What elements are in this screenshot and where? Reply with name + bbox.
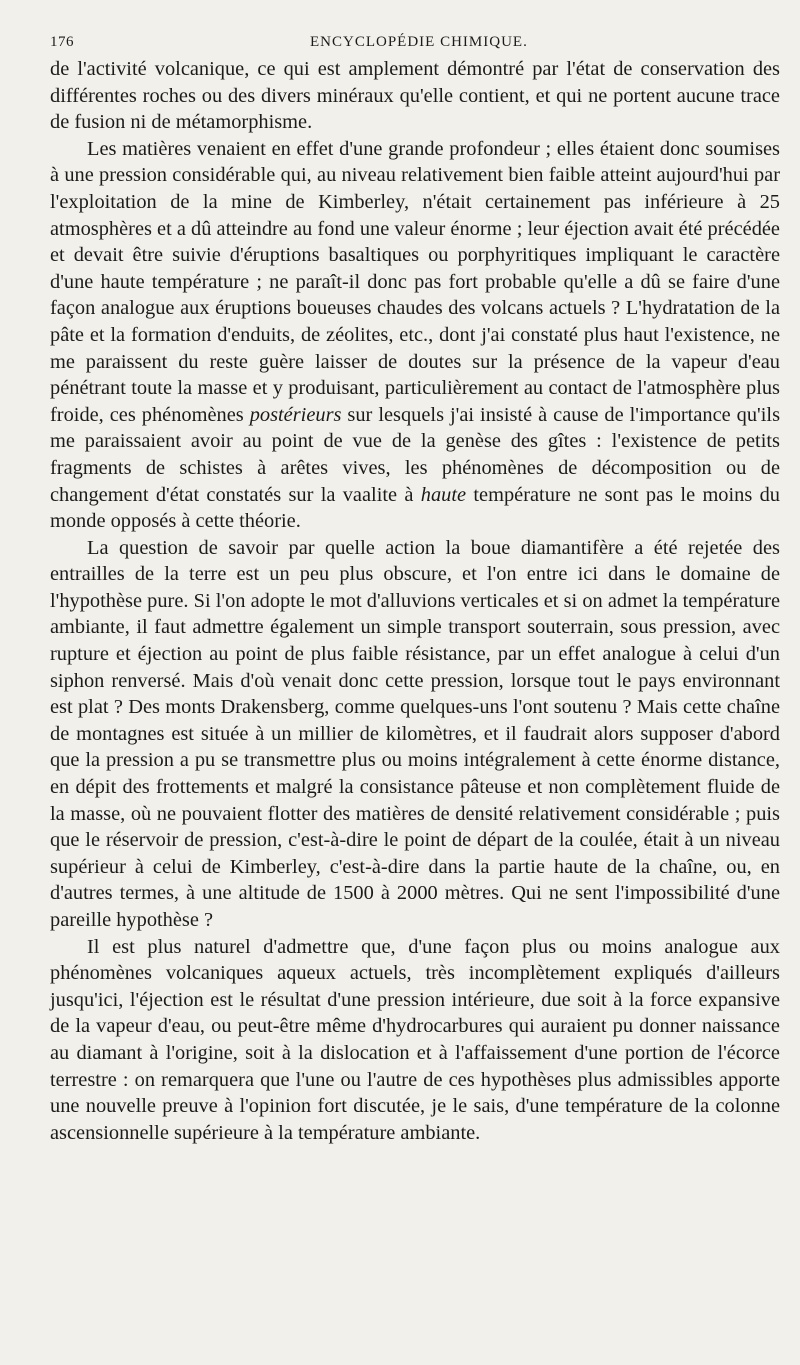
paragraph-continuation: de l'activité volcanique, ce qui est amplement démontré par l'état de conservation des différentes roches ou des divers minéraux qu'elle contient, et qui ne portent aucune trace de fusion ni de métamorphisme. (50, 58, 780, 134)
paragraph-text: sur lesquels j'ai insisté à cause de l'importance qu'ils me paraissaient avoir au point de vue de la genèse des gîtes : l'existence de petits fragments de schistes à arêtes vives, les phénomènes de décomposition ou de changement d'état constatés sur la vaalite à (50, 403, 780, 506)
running-title: ENCYCLOPÉDIE CHIMIQUE. (310, 34, 528, 50)
page-number: 176 (50, 34, 74, 50)
running-header (50, 28, 780, 54)
paragraph-ejection-question: La question de savoir par quelle action la boue diamantifère a été rejetée des entrailles de la terre est un peu plus obscure, et l'on entre ici dans le domaine de l'hypothèse pure. Si l'on adopte le mot d'alluvions verticales et si on admet la température ambiante, il faut admettre également un simple transport souterrain, sous pression, avec rupture et éjection au point de plus faible résistance, par un effet analogue à celui d'un siphon renversé. Mais d'où venait donc cette pression, lorsque tout le pays environnant est plat ? Des monts Drakensberg, comme quelques-uns l'ont soutenu ? Mais cette chaîne de montagnes est située à un millier de kilomètres, et il faudrait alors supposer d'abord que la pression a pu se transmettre plus ou moins intégralement à cette énorme distance, en dépit des frottements et malgré la consistance pâteuse et non complètement fluide de la masse, où ne pouvaient flotter des matières de densité relativement considérable ; puis que le réservoir de pression, c'est-à-dire le point de départ de la coulée, était à un niveau supérieur à celui de Kimberley, c'est-à-dire dans la partie haute de la chaîne, ou, en d'autres termes, à une altitude de 1500 à 2000 mètres. Qui ne sent l'impossibilité d'une pareille hypothèse ? (50, 536, 780, 931)
paragraph-conclusion: Il est plus naturel d'admettre que, d'une façon plus ou moins analogue aux phénomènes volcaniques aqueux actuels, très incomplètement expliqués d'ailleurs jusqu'ici, l'éjection est le résultat d'une pression intérieure, due soit à la force expansive de la vapeur d'eau, ou peut-être même d'hydrocarbures qui auraient pu donner naissance au diamant à l'origine, soit à la dislocation et à l'affaissement d'une portion de l'écorce terrestre : on remarquera que l'une ou l'autre de ces hypothèses plus admissibles apporte une nouvelle preuve à l'opinion fort discutée, je le sais, d'une température de la colonne ascensionnelle supérieure à la température ambiante. (50, 935, 780, 1144)
paragraph-pressure (50, 136, 780, 535)
emphasized-term: postérieurs (249, 403, 342, 426)
body-text (50, 56, 780, 1146)
paragraph-text: Les matières venaient en effet d'une grande profondeur ; elles étaient donc soumises à une pression considérable qui, au niveau relativement bien faible atteint aujourd'hui par l'exploitation de la mine de Kimberley, n'était certainement pas inférieure à 25 atmosphères et a dû atteindre au fond une valeur énorme ; leur éjection avait été précédée et devait être suivie d'éruptions basaltiques ou porphyritiques impliquant le caractère d'une haute température ; ne paraît-il donc pas fort probable qu'elle a dû se faire d'une façon analogue aux éruptions boueuses chaudes des volcans actuels ? L'hydratation de la pâte et la formation d'enduits, de zéolites, etc., dont j'ai constaté plus haut l'existence, ne me paraissent du reste guère laisser de doutes sur la présence de la vapeur d'eau pénétrant toute la masse et y produisant, particulièrement au contact de l'atmosphère plus froide, ces phénomènes (50, 137, 780, 426)
emphasized-term: haute (420, 483, 467, 506)
paragraph-text: température ne sont pas le moins du monde opposés à cette théorie. (50, 483, 780, 533)
